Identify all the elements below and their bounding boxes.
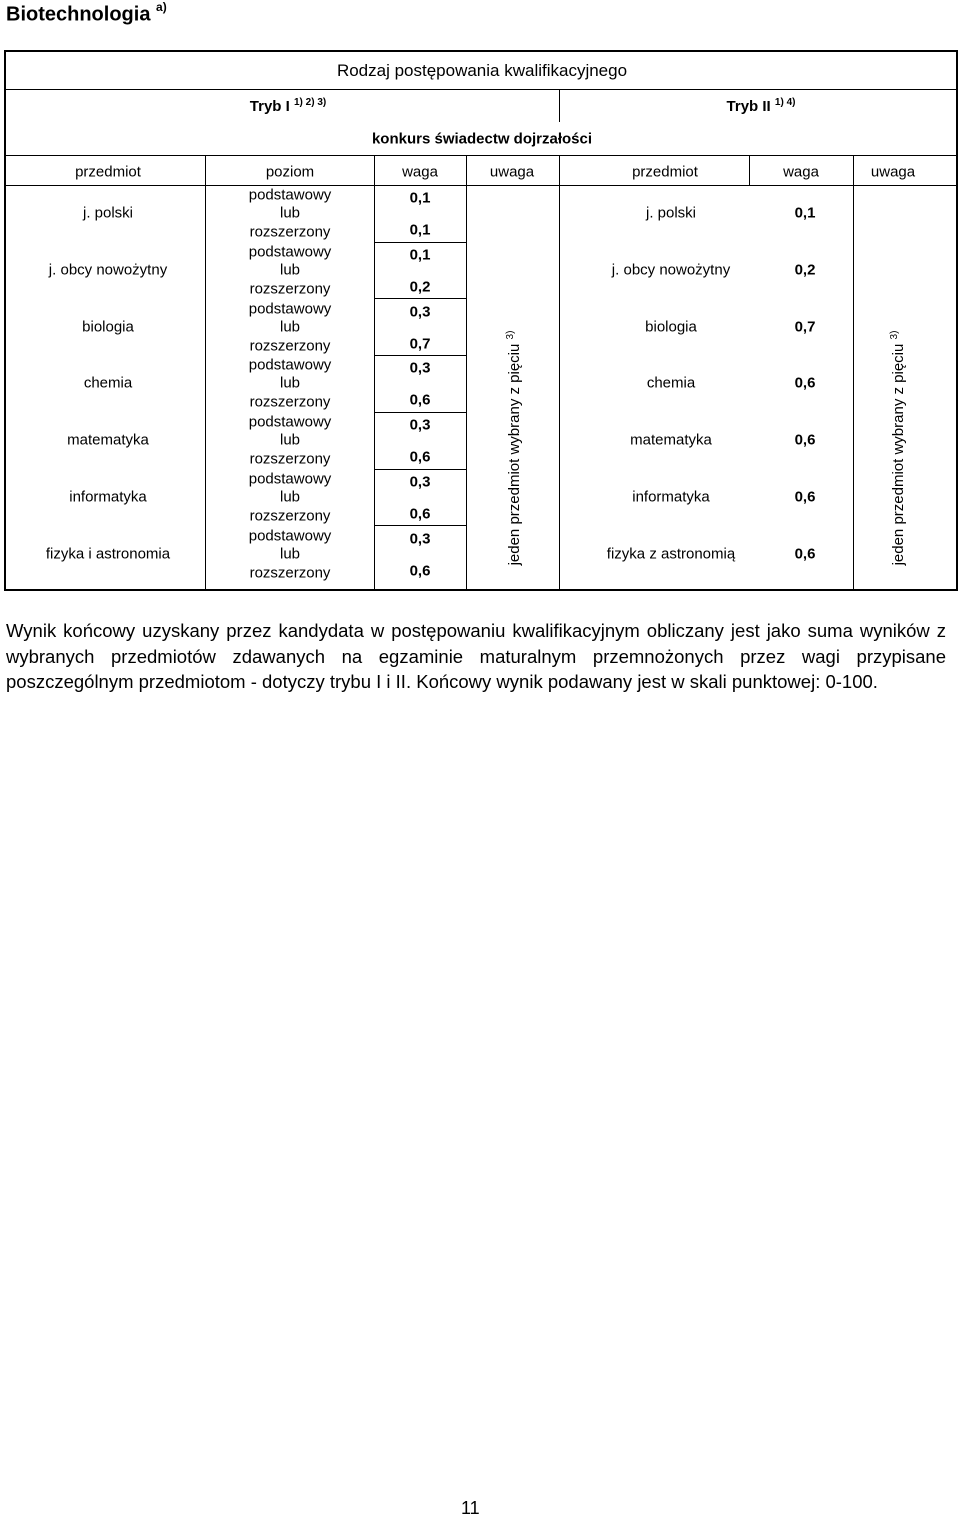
tryb2-weight: 0,1 <box>794 204 816 222</box>
level-text: podstawowy <box>248 300 332 318</box>
table-rule <box>749 155 750 186</box>
col-header-uwaga: uwaga <box>489 163 535 181</box>
tryb2-weight: 0,6 <box>794 488 816 506</box>
col-header-przedmiot: przedmiot <box>75 163 141 181</box>
level-text: lub <box>279 374 301 392</box>
level-text: podstawowy <box>248 413 332 431</box>
summary-paragraph: Wynik końcowy uzyskany przez kandydata w postępowaniu kwalifikacyjnym obliczany jest jako suma wyników z wybranych przedmiotów zdawanych na egzaminie maturalnym przemnożonych przez wagi przypisane poszczególnym przedmiotom - dotyczy trybu I i II. Końcowy wynik podawany jest w skali punktowej: 0-100. <box>6 620 946 692</box>
col-header-przedmiot-tryb2: przedmiot <box>632 163 698 181</box>
konkurs-header: konkurs świadectw dojrzałości <box>371 130 593 148</box>
level-text: rozszerzony <box>249 393 331 411</box>
page-title <box>6 2 167 27</box>
level-text: rozszerzony <box>249 563 331 581</box>
tryb2-weight: 0,2 <box>794 261 816 279</box>
level-text: podstawowy <box>248 186 332 204</box>
level-text: rozszerzony <box>249 507 331 525</box>
level-text: lub <box>279 318 301 336</box>
tryb2-subject: fizyka z astronomią <box>606 544 736 562</box>
table-rule <box>374 525 466 526</box>
tryb2-weight: 0,6 <box>794 544 816 562</box>
level-text: rozszerzony <box>249 280 331 298</box>
level-text: lub <box>279 488 301 506</box>
tryb1-weight-basic: 0,3 <box>409 529 431 547</box>
tryb1-weight-extended: 0,7 <box>409 335 431 353</box>
level-text: podstawowy <box>248 356 332 374</box>
table-rule <box>374 412 466 413</box>
tryb1-subject: j. polski <box>82 204 134 222</box>
level-text: podstawowy <box>248 526 332 544</box>
tryb1-subject: chemia <box>83 374 133 392</box>
table-rule <box>374 155 375 589</box>
uwaga-tryb1-note: jeden przedmiot wybrany z pięciu $^{3)}$ <box>505 330 523 566</box>
col-header-waga: waga <box>402 163 438 181</box>
qualification-table <box>4 50 958 591</box>
tryb1-weight-extended: 0,1 <box>409 221 431 239</box>
tryb1-header: Tryb I $^{1) 2) 3)}$ <box>249 96 327 115</box>
tryb2-subject: matematyka <box>630 431 712 449</box>
tryb1-weight-extended: 0,6 <box>409 505 431 523</box>
table-rule <box>374 469 466 470</box>
tryb1-weight-basic: 0,3 <box>409 473 431 491</box>
tryb2-subject: informatyka <box>632 488 710 506</box>
level-text: podstawowy <box>248 470 332 488</box>
level-text: podstawowy <box>248 243 332 261</box>
tryb1-weight-extended: 0,2 <box>409 278 431 296</box>
table-caption: Rodzaj postępowania kwalifikacyjnego <box>336 61 628 81</box>
tryb1-subject: biologia <box>82 318 134 336</box>
tryb2-subject: j. polski <box>645 204 697 222</box>
level-text: rozszerzony <box>249 450 331 468</box>
tryb1-weight-basic: 0,3 <box>409 359 431 377</box>
tryb2-subject: biologia <box>645 318 697 336</box>
level-text: lub <box>279 431 301 449</box>
tryb2-subject: j. obcy nowożytny <box>611 261 731 279</box>
col-header-poziom: poziom <box>265 163 315 181</box>
tryb2-weight: 0,7 <box>794 318 816 336</box>
table-rule <box>466 155 467 589</box>
tryb2-weight: 0,6 <box>794 374 816 392</box>
page-number: 11 <box>461 1498 480 1518</box>
tryb2-subject: chemia <box>646 374 696 392</box>
title-footnote: a) <box>156 0 167 14</box>
table-rule <box>559 89 560 122</box>
tryb2-header: Tryb II $^{1) 4)}$ <box>726 96 796 115</box>
tryb1-subject: informatyka <box>69 488 147 506</box>
table-rule <box>374 355 466 356</box>
level-text: lub <box>279 544 301 562</box>
tryb1-subject: j. obcy nowożytny <box>48 261 168 279</box>
col-header-uwaga-tryb2: uwaga <box>870 163 916 181</box>
page-title-text: Biotechnologia <box>6 3 151 26</box>
table-rule <box>559 155 560 589</box>
table-rule <box>374 242 466 243</box>
table-rule <box>6 185 956 186</box>
table-rule <box>374 298 466 299</box>
tryb1-weight-basic: 0,1 <box>409 246 431 264</box>
table-rule <box>6 89 956 90</box>
tryb2-weight: 0,6 <box>794 431 816 449</box>
level-text: lub <box>279 204 301 222</box>
table-rule <box>205 155 206 589</box>
uwaga-tryb2-note: jeden przedmiot wybrany z pięciu $^{3)}$ <box>889 330 907 566</box>
tryb1-weight-extended: 0,6 <box>409 561 431 579</box>
col-header-waga-tryb2: waga <box>783 163 819 181</box>
tryb1-subject: matematyka <box>67 431 149 449</box>
table-rule <box>6 155 956 156</box>
tryb1-weight-basic: 0,3 <box>409 303 431 321</box>
tryb1-weight-basic: 0,3 <box>409 416 431 434</box>
level-text: rozszerzony <box>249 337 331 355</box>
level-text: lub <box>279 261 301 279</box>
table-rule <box>853 155 854 589</box>
tryb1-weight-extended: 0,6 <box>409 448 431 466</box>
tryb1-subject: fizyka i astronomia <box>45 544 171 562</box>
tryb1-weight-extended: 0,6 <box>409 391 431 409</box>
tryb1-weight-basic: 0,1 <box>409 189 431 207</box>
level-text: rozszerzony <box>249 223 331 241</box>
